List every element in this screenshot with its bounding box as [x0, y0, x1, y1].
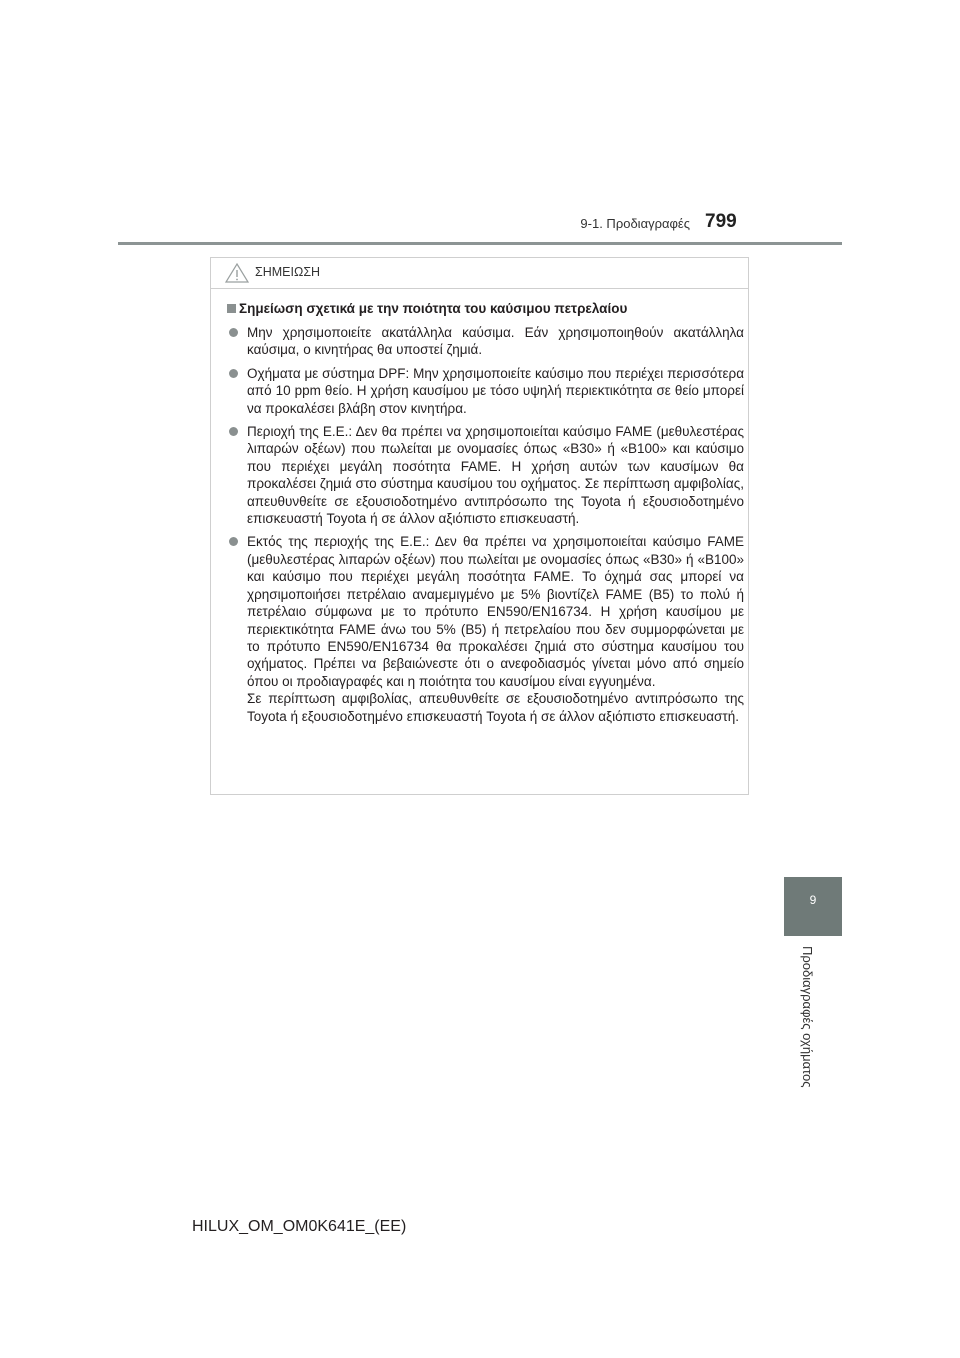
warning-triangle-icon — [225, 263, 249, 283]
notice-box — [210, 257, 749, 795]
list-item — [227, 324, 744, 359]
notice-heading-text: Σημείωση σχετικά με την ποιότητα του καύσιμου πετρελαίου — [239, 301, 628, 316]
notice-header — [211, 258, 748, 289]
round-bullet-icon — [229, 328, 238, 337]
bullet-text: Μην χρησιμοποιείτε ακατάλληλα καύσιμα. Εάν χρησιμοποιηθούν ακατάλληλα καύσιμα, ο κινητήρας θα υποστεί ζημιά. — [247, 325, 744, 358]
round-bullet-icon — [229, 369, 238, 378]
page-number: 799 — [705, 211, 737, 232]
notice-bullets — [227, 324, 744, 731]
bullet-text: Εκτός της περιοχής της Ε.Ε.: Δεν θα πρέπει να χρησιμοποιείται καύσιμο FAME (μεθυλεστέρας λιπαρών οξέων) που πωλείται με ονομασίες όπως «B30» ή «B100» και καύσιμο που περιέχει μεγάλη ποσότητα FAME. Το όχημά σας μπορεί να χρησιμοποιήσει πετρέλαιο αναμεμιγμένο με 5% βιοντίζελ FAME (B5) το πολύ ή πετρέλαιο σύμφωνα με το πρότυπο EN590/EN16734. Η χρήση καυσίμου με περιεκτικότητα FAME άνω του 5% (B5) ή πετρελαίου που δεν συμμορφώνεται με το πρότυπο EN590/EN16734 θα προκαλέσει ζημιά στο σύστημα καυσίμου του οχήματος. Πρέπει να βεβαιώνεστε ότι ο ανεφοδιασμός γίνεται μόνο από σημείο όπου οι προδιαγραφές και η ποιότητα του καυσίμου είναι εγγυημένα. — [247, 534, 744, 689]
list-item — [227, 533, 744, 724]
header-divider — [118, 242, 842, 245]
bullet-text-continued: Σε περίπτωση αμφιβολίας, απευθυνθείτε σε εξουσιοδοτημένο αντιπρόσωπο της Toyota ή εξουσιοδοτημένο επισκευαστή Toyota ή σε άλλον αξιόπιστο επισκευαστή. — [247, 691, 744, 724]
bullet-text: Οχήματα με σύστημα DPF: Μην χρησιμοποιείτε καύσιμο που περιέχει περισσότερα από 10 ppm θείο. Η χρήση καυσίμου με τόσο υψηλή περιεκτικότητα σε θείο μπορεί να προκαλέσει βλάβη στον κινητήρα. — [247, 365, 744, 416]
document-code: HILUX_OM_OM0K641E_(EE) — [192, 1218, 407, 1235]
round-bullet-icon — [229, 537, 238, 546]
list-item — [227, 365, 744, 417]
chapter-label: Προδιαγραφές οχήματος — [800, 946, 815, 1088]
bullet-text: Περιοχή της Ε.Ε.: Δεν θα πρέπει να χρησιμοποιείται καύσιμο FAME (μεθυλεστέρας λιπαρών οξέων) που πωλείται με ονομασίες όπως «B30» ή «B100» και καύσιμο που περιέχει μεγάλη ποσότητα FAME. Η χρήση αυτών των καυσίμων θα προκαλέσει ζημιά στο σύστημα καυσίμου του οχήματος. Σε περίπτωση αμφιβολίας, απευθυνθείτε σε εξουσιοδοτημένο αντιπρόσωπο της Toyota ή εξουσιοδοτημένο επισκευαστή Toyota ή σε άλλον αξιόπιστο επισκευαστή. — [247, 424, 744, 527]
chapter-number: 9 — [809, 893, 817, 907]
chapter-tab — [784, 877, 842, 936]
notice-title: ΣΗΜΕΙΩΣΗ — [255, 265, 321, 279]
round-bullet-icon — [229, 427, 238, 436]
section-title: 9-1. Προδιαγραφές — [580, 216, 690, 231]
square-bullet-icon — [227, 304, 236, 313]
list-item — [227, 423, 744, 527]
notice-heading — [227, 301, 737, 316]
